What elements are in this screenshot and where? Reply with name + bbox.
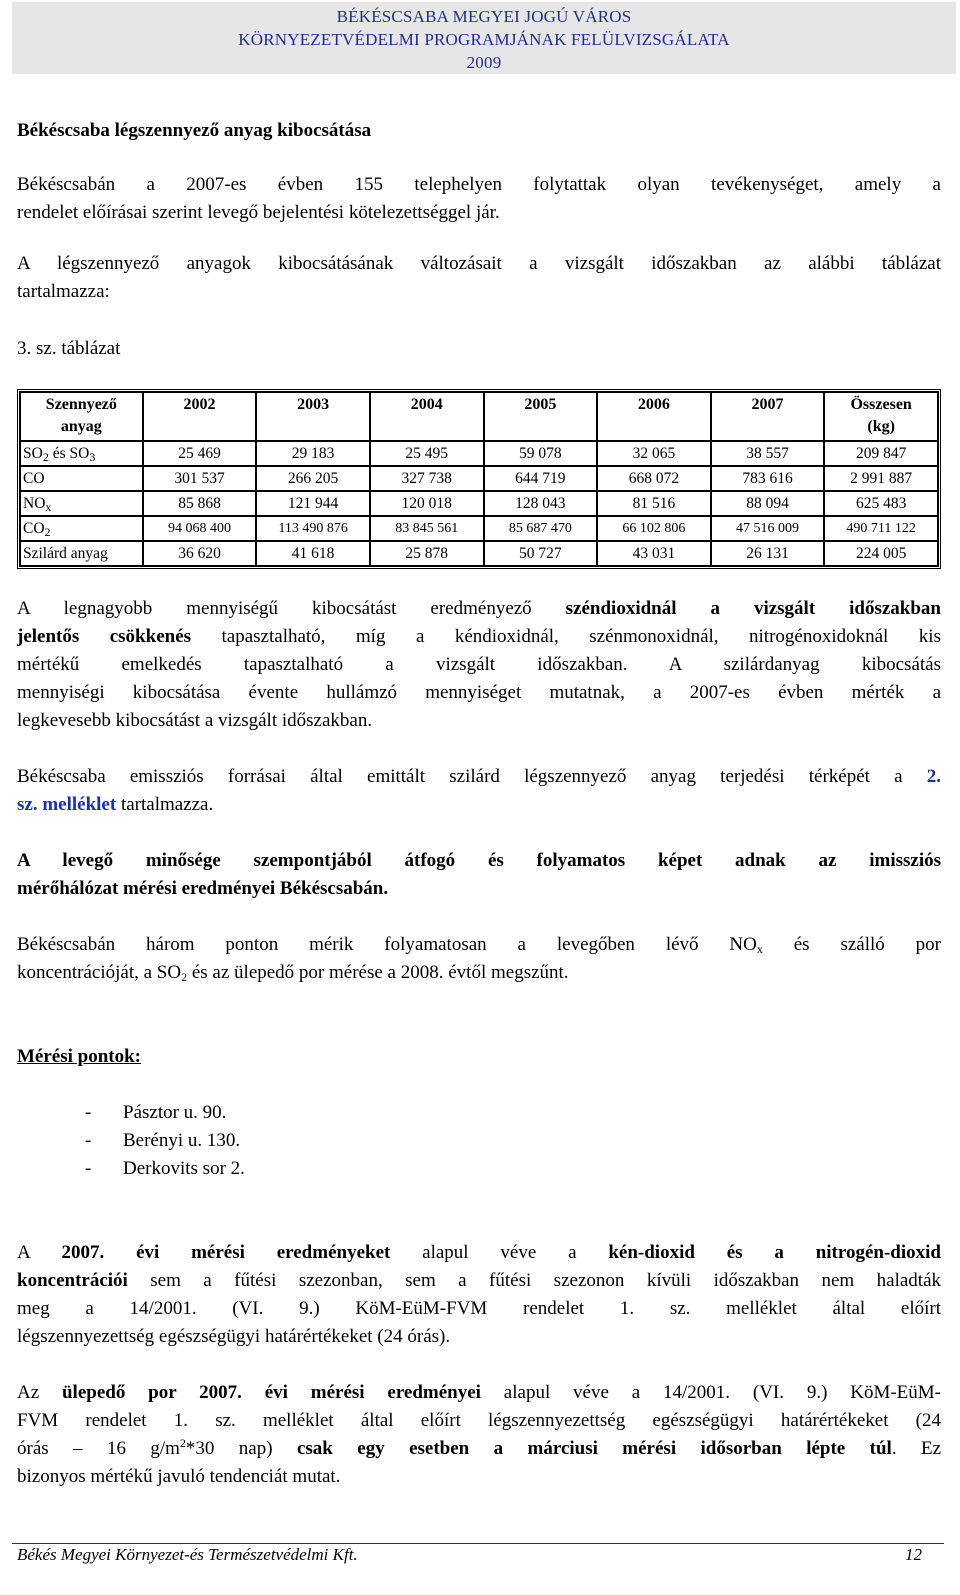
row-name: $NO_x$	[20, 491, 143, 516]
table-cell: 113 490 876	[256, 516, 370, 541]
paragraph-5	[17, 847, 941, 903]
row-name: $CO_2$	[20, 516, 143, 541]
table-cell: 85 868	[143, 491, 257, 516]
table-header-row	[20, 392, 938, 441]
emission-table	[17, 389, 941, 569]
paragraph-7-line-4: légszennyezettség egészségügyi határértékeket (24 órás).	[17, 1326, 451, 1347]
paragraph-2-line-1: A légszennyező anyagok kibocsátásának változásait a vizsgált időszakban az alábbi táblázat	[17, 253, 941, 274]
table-caption: 3. sz. táblázat	[17, 338, 121, 359]
table-row	[20, 466, 938, 491]
table-cell: 327 738	[370, 466, 484, 491]
table-row	[20, 541, 938, 566]
header-year: 2004	[370, 392, 484, 441]
paragraph-3-line-3: mértékű emelkedés tapasztalható a vizsgált időszakban. A szilárdanyag kibocsátás	[17, 654, 941, 675]
header-pollutant-line-2: anyag	[60, 418, 102, 435]
annex-link[interactable]: sz. melléklet	[17, 794, 117, 815]
table-row	[20, 441, 938, 466]
header-pollutant-line-1: Szennyező	[45, 396, 117, 413]
paragraph-5-line-2: mérőhálózat mérési eredményei Békéscsabán.	[17, 878, 389, 899]
paragraph-6	[17, 931, 941, 987]
table-cell: 266 205	[256, 466, 370, 491]
footer-divider	[12, 1543, 944, 1544]
page-number: 12	[905, 1545, 922, 1564]
table-cell: 301 537	[143, 466, 257, 491]
header-year: 2006	[597, 392, 711, 441]
paragraph-8-line-1: Az ülepedő por 2007. évi mérési eredményei alapul véve a 14/2001. (VI. 9.) KöM-EüM-	[17, 1382, 941, 1403]
header-line-3: 2009	[466, 53, 502, 72]
section-title: Békéscsaba légszennyező anyag kibocsátása	[17, 120, 372, 141]
table-cell: 128 043	[484, 491, 598, 516]
table-cell: 29 183	[256, 441, 370, 466]
header-line-1: BÉKÉSCSABA MEGYEI JOGÚ VÁROS	[336, 7, 632, 26]
paragraph-4	[17, 763, 941, 819]
table-cell: 625 483	[824, 491, 938, 516]
table-cell: 88 094	[711, 491, 825, 516]
table-cell: 121 944	[256, 491, 370, 516]
paragraph-8-line-2: FVM rendelet 1. sz. melléklet által előírt légszennyezettség egészségügyi határértékeket (24	[17, 1410, 941, 1431]
paragraph-1-line-1: Békéscsabán a 2007-es évben 155 telephelyen folytattak olyan tevékenységet, amely a	[17, 174, 941, 195]
paragraph-3-line-2: jelentős csökkenés tapasztalható, míg a kéndioxidnál, szénmonoxidnál, nitrogénoxidoknál kis	[17, 626, 941, 647]
document-header	[12, 2, 956, 74]
paragraph-5-line-1: A levegő minősége szempontjából átfogó és folyamatos képet adnak az imissziós	[17, 850, 941, 871]
paragraph-3	[17, 595, 941, 735]
table-cell: 85 687 470	[484, 516, 598, 541]
header-total	[824, 392, 938, 441]
table-cell: 644 719	[484, 466, 598, 491]
header-year: 2003	[256, 392, 370, 441]
paragraph-1	[17, 171, 941, 227]
header-total-line-2: (kg)	[867, 418, 895, 435]
header-total-line-1: Összesen	[850, 396, 912, 413]
paragraph-6-line-2: koncentrációját, a $SO_2$ és az ülepedő por mérése a 2008. évtől megszűnt.	[17, 962, 569, 984]
paragraph-8-line-4: bizonyos mértékű javuló tendenciát mutat.	[17, 1466, 341, 1487]
table-row	[20, 491, 938, 516]
paragraph-4-line-2: sz. melléklet tartalmazza.	[17, 794, 214, 815]
row-name: Szilárd anyag	[20, 541, 143, 566]
paragraph-7	[17, 1239, 941, 1351]
paragraph-8-line-3: órás – 16 $g/m^2*30$ nap) csak egy esetben a márciusi mérési idősorban lépte túl. Ez	[17, 1436, 941, 1459]
paragraph-3-line-4: mennyiségi kibocsátása évente hullámzó mennyiséget mutatnak, a 2007-es évben mérték a	[17, 682, 941, 703]
header-line-2: KÖRNYEZETVÉDELMI PROGRAMJÁNAK FELÜLVIZSGÁLATA	[238, 30, 730, 49]
paragraph-6-line-1: Békéscsabán három ponton mérik folyamatosan a levegőben lévő $NO_x$ és szálló por	[17, 934, 941, 956]
paragraph-2-line-2: tartalmazza:	[17, 281, 110, 302]
table-cell: 668 072	[597, 466, 711, 491]
table-cell: 81 516	[597, 491, 711, 516]
table-cell: 25 469	[143, 441, 257, 466]
table-cell: 32 065	[597, 441, 711, 466]
paragraph-7-line-1: A 2007. évi mérési eredményeket alapul véve a kén-dioxid és a nitrogén-dioxid	[17, 1242, 941, 1263]
row-name: $SO_2$ és $SO_3$	[20, 441, 143, 466]
table-cell: 43 031	[597, 541, 711, 566]
table-cell: 50 727	[484, 541, 598, 566]
table-cell: 25 878	[370, 541, 484, 566]
table-cell: 83 845 561	[370, 516, 484, 541]
paragraph-3-line-5: legkevesebb kibocsátást a vizsgált időszakban.	[17, 710, 373, 731]
table-cell: 36 620	[143, 541, 257, 566]
paragraph-7-line-3: meg a 14/2001. (VI. 9.) KöM-EüM-FVM rendelet 1. sz. melléklet által előírt	[17, 1298, 941, 1319]
paragraph-2	[17, 250, 941, 306]
table-cell: 66 102 806	[597, 516, 711, 541]
header-year: 2002	[143, 392, 257, 441]
table-cell: 59 078	[484, 441, 598, 466]
table-row	[20, 516, 938, 541]
paragraph-8	[17, 1379, 941, 1491]
paragraph-1-line-2: rendelet előírásai szerint levegő bejelentési kötelezettséggel jár.	[17, 202, 500, 223]
table-cell: 209 847	[824, 441, 938, 466]
table-cell: 120 018	[370, 491, 484, 516]
table-cell: 224 005	[824, 541, 938, 566]
table-cell: 490 711 122	[824, 516, 938, 541]
table-cell: 783 616	[711, 466, 825, 491]
footer-company: Békés Megyei Környezet-és Természetvédelmi Kft.	[17, 1545, 358, 1564]
paragraph-3-line-1: A legnagyobb mennyiségű kibocsátást eredményező széndioxidnál a vizsgált időszakban	[17, 598, 941, 619]
paragraph-4-line-1: Békéscsaba emissziós forrásai által emittált szilárd légszennyező anyag terjedési térképét a 2.	[17, 766, 941, 787]
header-year: 2005	[484, 392, 598, 441]
table-cell: 25 495	[370, 441, 484, 466]
table-cell: 94 068 400	[143, 516, 257, 541]
header-pollutant	[20, 392, 143, 441]
header-year: 2007	[711, 392, 825, 441]
table-cell: 2 991 887	[824, 466, 938, 491]
paragraph-7-line-2: koncentrációi sem a fűtési szezonban, sem a fűtési szezonon kívüli időszakban nem haladták	[17, 1270, 941, 1291]
row-name: CO	[20, 466, 143, 491]
table-cell: 26 131	[711, 541, 825, 566]
table-cell: 41 618	[256, 541, 370, 566]
table-cell: 38 557	[711, 441, 825, 466]
table-cell: 47 516 009	[711, 516, 825, 541]
measuring-points-title: Mérési pontok:	[17, 1046, 142, 1067]
